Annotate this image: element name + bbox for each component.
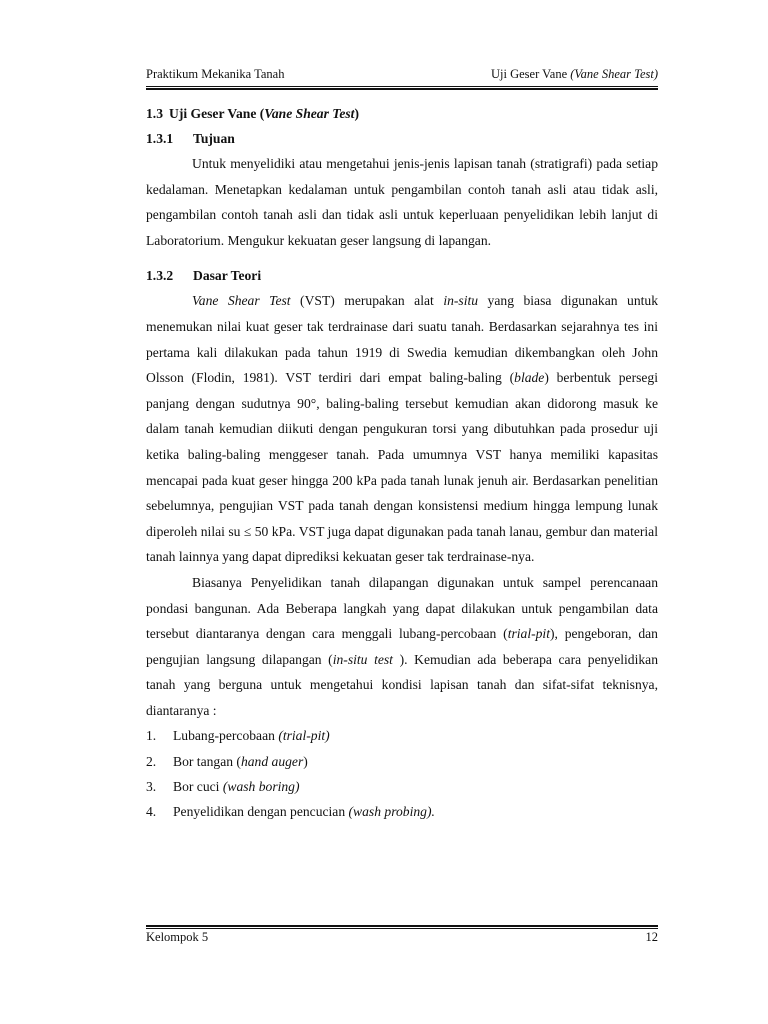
header-chapter-italic: (Vane Shear Test)	[570, 67, 658, 81]
text-run: ), pengeboran, dan pengujian langsung dilapangan (	[146, 626, 658, 667]
term-in-situ: in-situ	[443, 293, 479, 309]
list-text: Bor tangan (	[173, 753, 241, 769]
text-run: (VST) merupakan alat	[290, 293, 444, 309]
paragraph-soil-investigation	[146, 570, 658, 724]
page-body	[146, 101, 658, 824]
list-number: 1.	[146, 728, 157, 744]
list-text-italic: (wash probing).	[348, 804, 435, 820]
term-vane-shear-test: Vane Shear Test	[192, 293, 291, 309]
list-item	[146, 749, 658, 774]
section-title: Tujuan	[193, 131, 235, 146]
section-number: 1.3.2	[146, 268, 174, 284]
footer-rule-thick	[146, 925, 658, 927]
list-number: 2.	[146, 753, 157, 769]
section-number: 1.3	[146, 106, 163, 121]
list-text: Penyelidikan dengan pencucian	[173, 804, 349, 820]
list-number: 3.	[146, 778, 157, 794]
list-text-italic: hand auger	[240, 753, 304, 769]
text-run: ). Kemudian ada beberapa cara penyelidikan tanah yang berguna untuk mengetahui kondisi lapisan tanah dan sifat-sifat teknisnya, diantaranya :	[146, 651, 658, 718]
section-heading-tujuan	[146, 126, 658, 151]
method-list	[146, 723, 658, 824]
section-number: 1.3.1	[146, 131, 174, 146]
footer-rule-thin	[146, 928, 658, 929]
term-blade: blade	[514, 370, 545, 386]
list-number: 4.	[146, 804, 157, 820]
header-course-title: Praktikum Mekanika Tanah	[146, 67, 285, 81]
list-text-italic: (wash boring)	[222, 778, 300, 794]
list-text: Bor cuci	[173, 778, 223, 794]
section-title: Dasar Teori	[193, 268, 262, 284]
footer-group-name: Kelompok 5	[146, 930, 209, 944]
header-chapter-plain: Uji Geser Vane	[491, 67, 571, 81]
section-title-close: )	[354, 106, 359, 121]
list-item	[146, 774, 658, 799]
list-text-tail: )	[303, 753, 308, 769]
term-in-situ-test: in-situ test	[332, 651, 393, 667]
page-number: 12	[645, 930, 658, 944]
section-heading-main	[146, 101, 658, 126]
text-run: yang biasa digunakan untuk menemukan nilai kuat geser tak terdrainase dari suatu tanah. Berdasarkan sejarahnya tes ini pertama kali dilakukan pada tahun 1919 di Swedia kemudian dikembangkan oleh John Olsson (Flodin, 1981). VST terdiri dari empat baling-baling (	[146, 293, 659, 386]
section-title-plain: Uji Geser Vane (	[169, 106, 265, 121]
header-rule-thin	[146, 86, 658, 87]
list-item	[146, 799, 658, 824]
spacer	[146, 253, 658, 263]
section-title-italic: Vane Shear Test	[264, 106, 355, 121]
paragraph-vst-theory	[146, 288, 658, 570]
text-run: ) berbentuk persegi panjang dengan sudutnya 90°, baling-baling tersebut kemudian akan didorong masuk ke dalam tanah kemudian diikuti dengan pengukuran torsi yang dibutuhkan pada prosedur uji ketika baling-baling menggeser tanah. Pada umumnya VST hanya memiliki kapasitas mencapai pada kuat geser hingga 200 kPa pada tanah lunak jenuh air. Berdasarkan penelitian sebelumnya, pengujian VST pada tanah dengan konsistensi medium hingga lempung lunak diperoleh nilai su ≤ 50 kPa. VST juga dapat digunakan pada tanah lanau, gembur dan material tanah lainnya yang dapat diprediksi kekuatan geser tak terdrainase-nya.	[146, 370, 658, 565]
term-trial-pit: trial-pit	[507, 626, 550, 642]
paragraph-tujuan: Untuk menyelidiki atau mengetahui jenis-jenis lapisan tanah (stratigrafi) pada setiap kedalaman. Menetapkan kedalaman untuk pengambilan contoh tanah asli atau tidak asli, pengambilan contoh tanah asli dan tidak asli untuk keperluaan penyelidikan lebih lanjut di Laboratorium. Mengukur kekuatan geser langsung di lapangan.	[146, 156, 658, 248]
list-text: Lubang-percobaan	[173, 728, 279, 744]
header-chapter-title	[491, 67, 658, 82]
section-heading-dasar-teori	[146, 263, 658, 288]
list-item	[146, 723, 658, 748]
header-rule-thick	[146, 88, 658, 90]
text-run: Biasanya Penyelidikan tanah dilapangan digunakan untuk sampel perencanaan pondasi bangunan. Ada Beberapa langkah yang dapat dilakukan untuk pengambilan data tersebut diantaranya dengan cara menggali lubang-percobaan (	[146, 574, 658, 642]
list-text-italic: (trial-pit)	[278, 728, 330, 744]
